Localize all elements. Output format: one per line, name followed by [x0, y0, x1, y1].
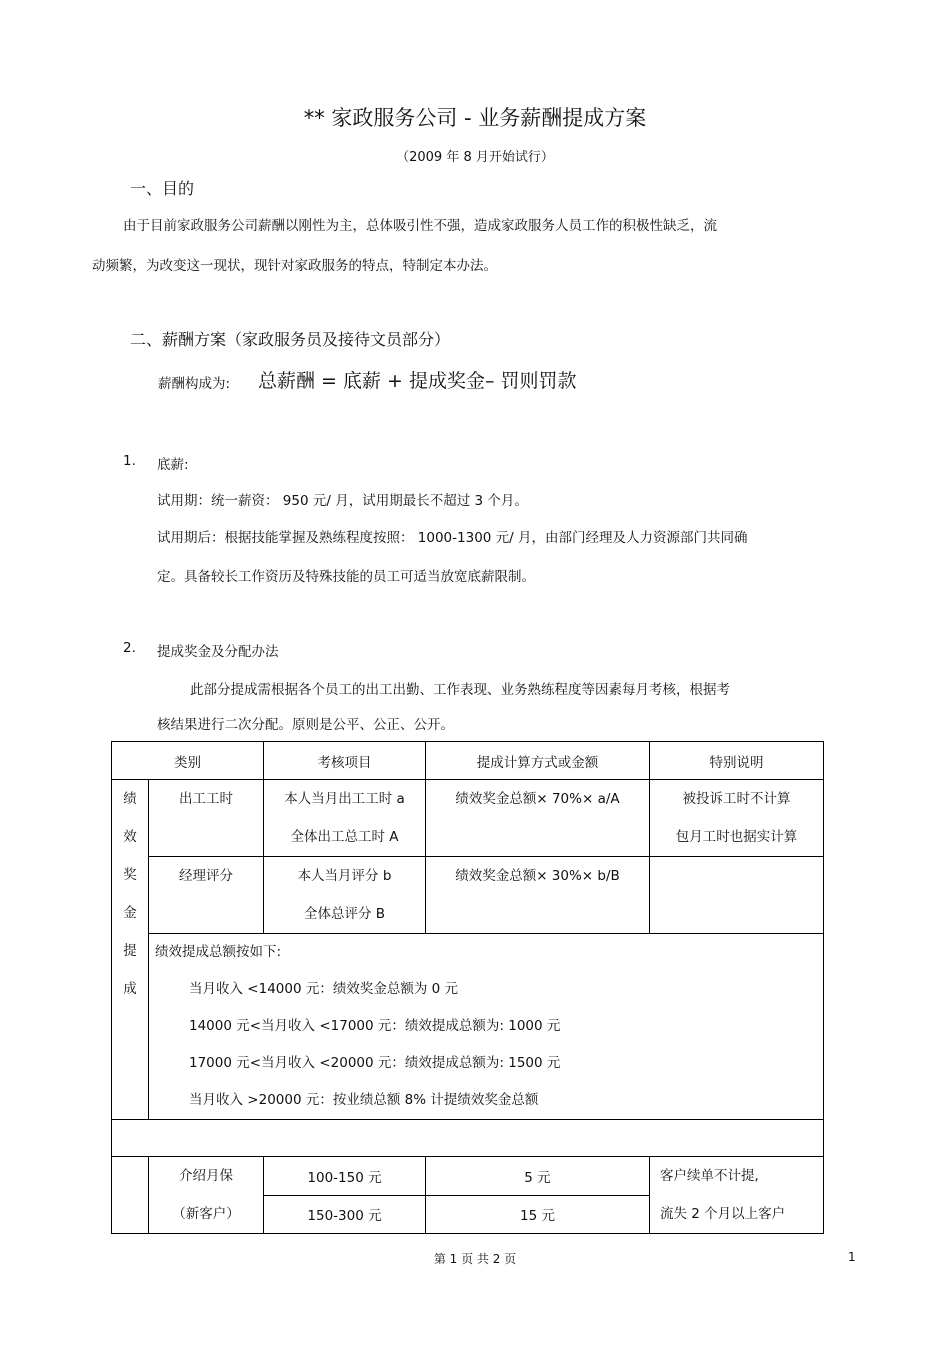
section2-heading: 二、薪酬方案（家政服务员及接待文员部分）: [130, 330, 451, 349]
table-row: [112, 1157, 824, 1196]
row2-method: 绩效奖金总额× 30%× b/B: [426, 857, 650, 934]
formula-label: 薪酬构成为:: [158, 376, 231, 392]
item2-title: 提成奖金及分配办法: [157, 644, 279, 660]
table-header-row: [112, 742, 824, 780]
rules-intro: 绩效提成总额按如下:: [155, 944, 282, 960]
intro-range1: 100-150 元: [264, 1157, 426, 1196]
table-row: [112, 934, 824, 1120]
page-number: 1: [848, 1250, 856, 1264]
document-subtitle: （2009 年 8 月开始试行）: [396, 150, 554, 165]
section1-paragraph-line2: 动频繁，为改变这一现状，现针对家政服务的特点，特制定本办法。: [92, 258, 497, 274]
row1-note: 被投诉工时不计算 包月工时也据实计算: [650, 780, 824, 857]
intro-amount2: 15 元: [426, 1195, 650, 1234]
row2-note: [650, 857, 824, 934]
commission-table: [111, 741, 824, 1234]
row1-item: 本人当月出工工时 a 全体出工总工时 A: [264, 780, 426, 857]
table-row: [112, 857, 824, 934]
vertical-category-label: 绩 效 奖 金 提 成: [112, 780, 149, 1120]
row1-category: 出工工时: [149, 780, 264, 857]
intro-blank-cell: [112, 1157, 149, 1234]
item1-after-line2: 定。具备较长工作资历及特殊技能的员工可适当放宽底薪限制。: [157, 569, 535, 585]
rules-line: 当月收入 <14000 元：绩效奖金总额为 0 元: [189, 981, 459, 997]
item1-trial-text: 试用期：统一薪资： 950 元/ 月，试用期最长不超过 3 个月。: [157, 493, 528, 509]
header-category: 类别: [112, 742, 264, 780]
commission-rules: [149, 934, 824, 1120]
intro-range2: 150-300 元: [264, 1195, 426, 1234]
item1-number: 1.: [123, 453, 136, 469]
item1-title: 底薪:: [157, 457, 189, 473]
rules-line: 当月收入 >20000 元：按业绩总额 8% 计提绩效奖金总额: [189, 1092, 539, 1108]
section1-paragraph-line1: 由于目前家政服务公司薪酬以刚性为主，总体吸引性不强，造成家政服务人员工作的积极性缺乏，流: [123, 218, 717, 234]
intro-note: 客户续单不计提, 流失 2 个月以上客户: [650, 1157, 824, 1234]
header-method: 提成计算方式或金额: [426, 742, 650, 780]
salary-formula: 总薪酬 = 底薪 + 提成奖金– 罚则罚款: [258, 370, 577, 392]
rules-line: 14000 元<当月收入 <17000 元：绩效提成总额为: 1000 元: [189, 1018, 561, 1034]
table-row: [112, 780, 824, 857]
item1-after-line1: 试用期后：根据技能掌握及熟练程度按照： 1000-1300 元/ 月，由部门经理及人力资源部门共同确: [157, 530, 748, 546]
row1-method: 绩效奖金总额× 70%× a/A: [426, 780, 650, 857]
document-title: ** 家政服务公司 - 业务薪酬提成方案: [303, 106, 647, 130]
section1-heading: 一、目的: [130, 179, 195, 198]
item2-paragraph-line2: 核结果进行二次分配。原则是公平、公正、公开。: [157, 717, 454, 733]
header-note: 特别说明: [650, 742, 824, 780]
intro-category: 介绍月保 （新客户）: [149, 1157, 264, 1234]
row2-category: 经理评分: [149, 857, 264, 934]
header-item: 考核项目: [264, 742, 426, 780]
item2-number: 2.: [123, 640, 136, 656]
page-footer: 第 1 页 共 2 页: [433, 1252, 517, 1266]
rules-line: 17000 元<当月收入 <20000 元：绩效提成总额为: 1500 元: [189, 1055, 561, 1071]
intro-amount1: 5 元: [426, 1157, 650, 1196]
item2-paragraph-line1: 此部分提成需根据各个员工的出工出勤、工作表现、业务熟练程度等因素每月考核，根据考: [190, 682, 730, 698]
table-row-empty: [112, 1120, 824, 1157]
row2-item: 本人当月评分 b 全体总评分 B: [264, 857, 426, 934]
